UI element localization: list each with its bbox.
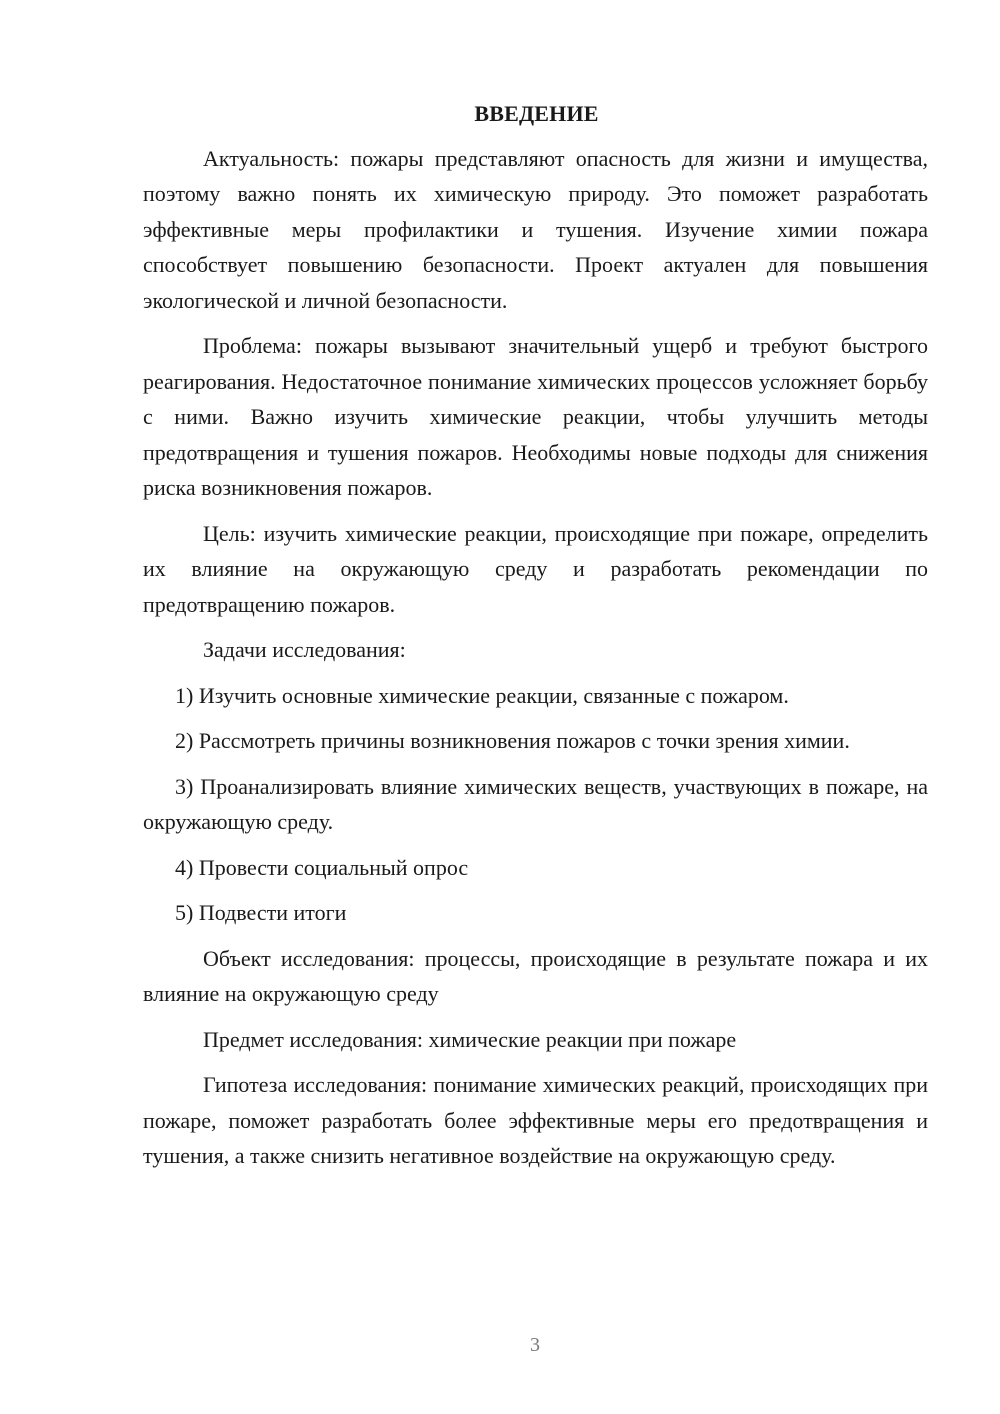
task-item: 3) Проанализировать влияние химических веществ, участвующих в пожаре, на окружающую среду.: [143, 773, 928, 834]
hypothesis-paragraph: Гипотеза исследования: понимание химических реакций, происходящих при пожаре, поможет разработать более эффективные меры его предотвращения и тушения, а также снизить негативное воздействие на окружающую среду.: [143, 1072, 928, 1168]
problem-paragraph: Проблема: пожары вызывают значительный ущерб и требуют быстрого реагирования. Недостаточное понимание химических процессов усложняет борьбу с ними. Важно изучить химические реакции, чтобы улучшить методы предотвращения и тушения пожаров. Необходимы новые подходы для снижения риска возникновения пожаров.: [143, 333, 928, 500]
tasks-heading: Задачи исследования:: [203, 637, 406, 662]
tasks-list: [143, 678, 928, 931]
section-title: ВВЕДЕНИЕ: [474, 101, 599, 126]
goal-paragraph: Цель: изучить химические реакции, происходящие при пожаре, определить их влияние на окружающую среду и разработать рекомендации по предотвращению пожаров.: [143, 520, 928, 617]
relevance-paragraph: Актуальность: пожары представляют опасность для жизни и имущества, поэтому важно понять их химическую природу. Это поможет разработать эффективные меры профилактики и тушения. Изучение химии пожара способствует повышению безопасности. Проект актуален для повышения экологической и личной безопасности.: [143, 145, 928, 313]
task-item: 5) Подвести итоги: [175, 900, 347, 925]
page-number: 3: [530, 1334, 540, 1356]
document-page: [143, 96, 928, 1184]
object-paragraph: Объект исследования: процессы, происходящие в результате пожара и их влияние на окружающую среду: [143, 945, 928, 1006]
subject-paragraph: Предмет исследования: химические реакции при пожаре: [203, 1026, 737, 1052]
task-item: 2) Рассмотреть причины возникновения пожаров с точки зрения химии.: [175, 728, 850, 753]
task-item: 1) Изучить основные химические реакции, связанные с пожаром.: [175, 682, 789, 708]
task-item: 4) Провести социальный опрос: [175, 854, 469, 880]
